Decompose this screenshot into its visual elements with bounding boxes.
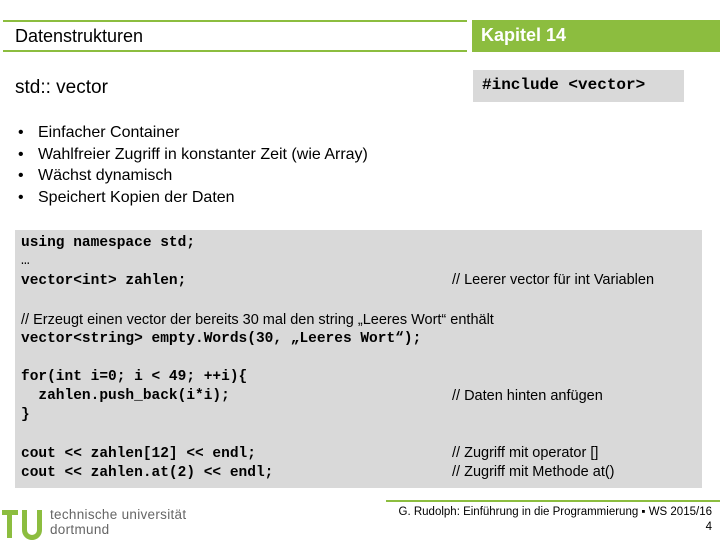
code-comment: // Erzeugt einen vector der bereits 30 mal den string „Leeres Wort“ enthält [21, 312, 494, 328]
bullet-item [18, 187, 368, 209]
code-block [15, 230, 702, 488]
bullet-text: Einfacher Container [38, 124, 180, 141]
header-left-bar [3, 20, 467, 52]
include-box [473, 70, 684, 102]
bullet-text: Wahlfreier Zugriff in konstanter Zeit (wie Array) [38, 145, 368, 163]
footer-rule [386, 500, 720, 502]
footer-credit-text: G. Rudolph: Einführung in die Programmierung ▪ WS 2015/16 [398, 506, 712, 518]
bullet-list [18, 122, 368, 208]
code-comment: // Zugriff mit Methode at() [452, 464, 615, 480]
chapter-title: Kapitel 14 [481, 25, 567, 45]
bullet-text: Speichert Kopien der Daten [38, 188, 235, 206]
slide-subtitle: std:: vector [15, 77, 108, 98]
code-comment: // Leerer vector für int Variablen [452, 272, 655, 288]
section-title: Datenstrukturen [15, 26, 144, 46]
bullet-dot: • [18, 188, 24, 206]
code-line: } [21, 407, 30, 423]
bullet-dot: • [18, 124, 24, 141]
code-line: zahlen.push_back(i*i); [21, 388, 230, 404]
bullet-item [18, 165, 368, 187]
code-line: cout << zahlen.at(2) << endl; [21, 465, 274, 481]
bullet-text: Wächst dynamisch [38, 167, 173, 184]
logo-text-line2: dortmund [50, 522, 110, 537]
logo-text-line1: technische universität [50, 507, 187, 522]
footer-credit [399, 505, 712, 535]
bullet-dot: • [18, 167, 24, 184]
code-line: vector<int> zahlen; [21, 273, 187, 289]
bullet-dot: • [18, 145, 24, 163]
code-comment: // Daten hinten anfügen [452, 388, 603, 404]
code-comment: // Zugriff mit operator [] [452, 445, 599, 461]
code-line: … [21, 253, 30, 269]
include-line: #include <vector> [482, 76, 646, 94]
bullet-item [18, 144, 368, 166]
code-line: using namespace std; [21, 235, 196, 251]
code-line: vector<string> empty.Words(30, „Leeres Wort“); [21, 331, 422, 347]
code-line: cout << zahlen[12] << endl; [21, 446, 256, 462]
bullet-item [18, 122, 368, 144]
header-right-bar [472, 20, 720, 52]
page-number: 4 [705, 521, 712, 533]
code-line: for(int i=0; i < 49; ++i){ [21, 369, 248, 385]
